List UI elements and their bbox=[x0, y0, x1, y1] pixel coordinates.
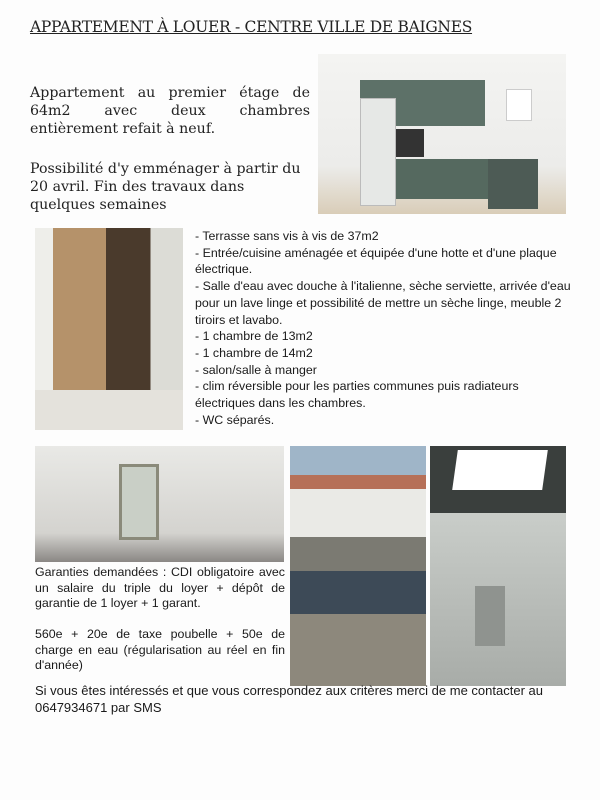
living-room-photo bbox=[35, 446, 284, 562]
feature-item: - WC séparés. bbox=[195, 412, 275, 427]
skylight-room-photo bbox=[430, 446, 566, 686]
feature-item: - clim réversible pour les parties communes puis radiateurs électriques dans les chambres. bbox=[195, 379, 519, 411]
features-list bbox=[195, 228, 573, 428]
intro-description: Appartement au premier étage de 64m2 avec deux chambres entièrement refait à neuf. bbox=[30, 85, 310, 137]
availability-text: Possibilité d'y emménager à partir du 20 avril. Fin des travaux dans quelques semaines bbox=[30, 161, 301, 213]
price-text: 560e + 20e de taxe poubelle + 50e de charge en eau (régularisation au réel en fin d'année) bbox=[35, 627, 285, 672]
feature-item: - Terrasse sans vis à vis de 37m2 bbox=[195, 229, 379, 243]
contact-text: Si vous êtes intéressés et que vous correspondez aux critères merci de me contacter au 0647934671 par SMS bbox=[35, 683, 543, 715]
feature-item: - 1 chambre de 14m2 bbox=[195, 345, 313, 360]
feature-item: - Entrée/cuisine aménagée et équipée d'une hotte et d'une plaque électrique. bbox=[195, 245, 557, 277]
feature-item: - 1 chambre de 13m2 bbox=[195, 329, 313, 344]
shower-photo bbox=[35, 228, 183, 430]
kitchen-photo bbox=[318, 54, 566, 214]
guarantees-text: Garanties demandées : CDI obligatoire avec un salaire du triple du loyer + dépôt de garantie de 1 loyer + 1 garant. bbox=[35, 565, 285, 610]
page-title: APPARTEMENT À LOUER - CENTRE VILLE DE BAIGNES bbox=[30, 18, 473, 36]
feature-item: - salon/salle à manger bbox=[195, 362, 317, 377]
feature-item: - Salle d'eau avec douche à l'italienne, sèche serviette, arrivée d'eau pour un lave linge et possibilité de mettre un sèche linge, meuble 2 tiroirs et lavabo. bbox=[195, 279, 571, 327]
terrace-photo bbox=[290, 446, 426, 686]
